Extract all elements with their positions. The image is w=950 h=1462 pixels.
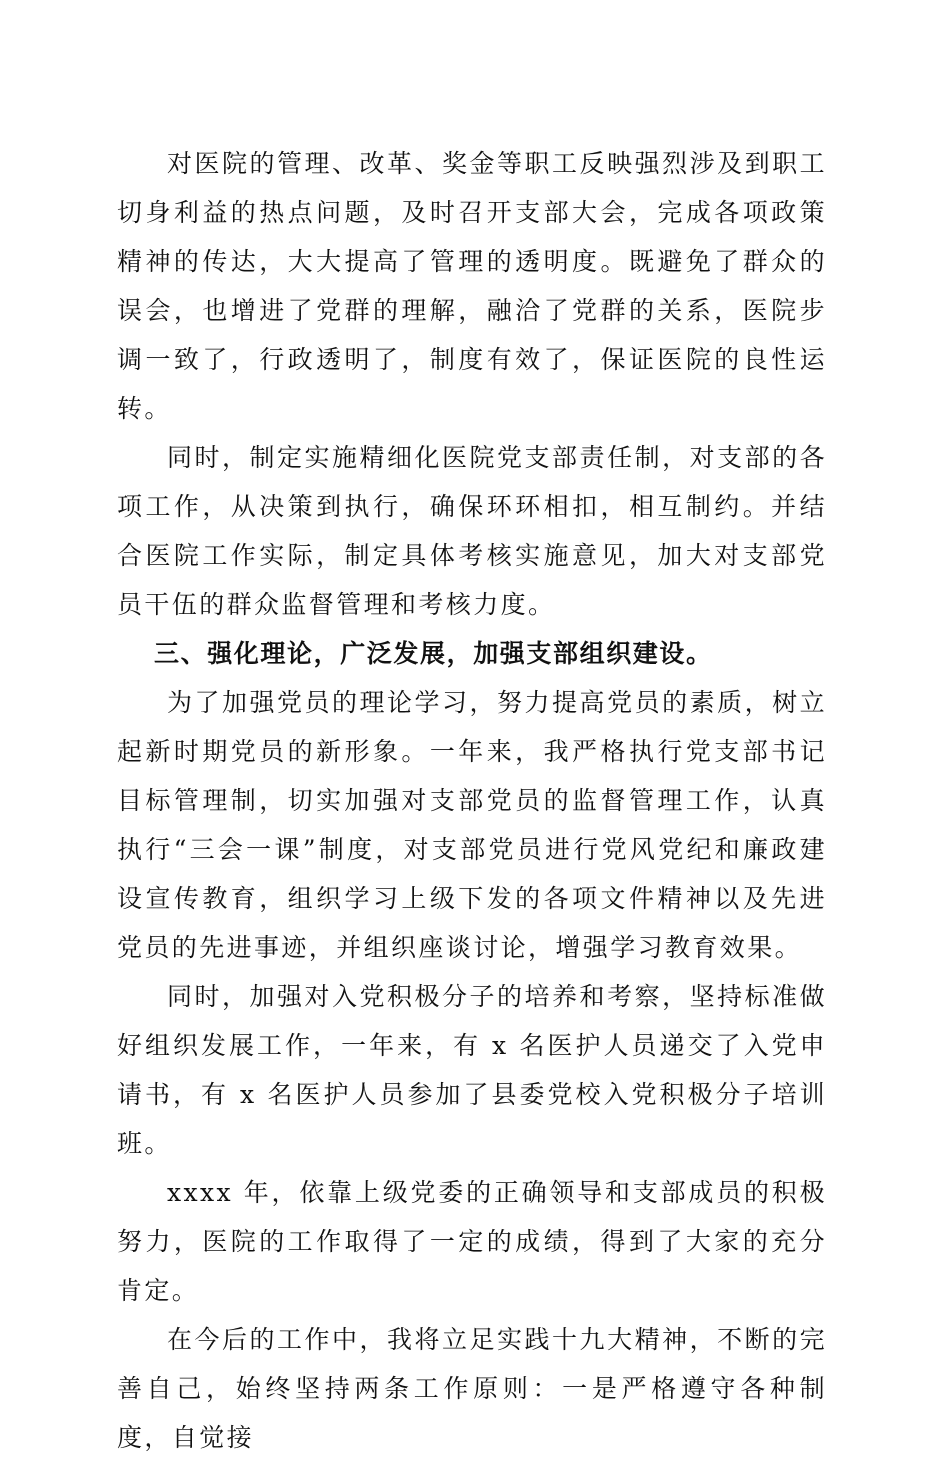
paragraph-2: 同时，制定实施精细化医院党支部责任制，对支部的各项工作，从决策到执行，确保环环相扣，相互制约。并结合医院工作实际，制定具体考核实施意见，加大对支部党员干伍的群众监督管理和考核力度。: [117, 443, 827, 619]
paragraph-1: 对医院的管理、改革、奖金等职工反映强烈涉及到职工切身利益的热点问题，及时召开支部大会，完成各项政策精神的传达，大大提高了管理的透明度。既避免了群众的误会，也增进了党群的理解，融洽了党群的关系，医院步调一致了，行政透明了，制度有效了，保证医院的良性运转。: [117, 149, 827, 423]
paragraph-5: xxxx 年，依靠上级党委的正确领导和支部成员的积极努力，医院的工作取得了一定的成绩，得到了大家的充分肯定。: [117, 1178, 827, 1305]
paragraph-3: 为了加强党员的理论学习，努力提高党员的素质，树立起新时期党员的新形象。一年来，我严格执行党支部书记目标管理制，切实加强对支部党员的监督管理工作，认真执行“三会一课”制度，对支部党员进行党风党纪和廉政建设宣传教育，组织学习上级下发的各项文件精神以及先进党员的先进事迹，并组织座谈讨论，增强学习教育效果。: [117, 688, 827, 962]
paragraph-4: 同时，加强对入党积极分子的培养和考察，坚持标准做好组织发展工作，一年来，有 x 名医护人员递交了入党申请书，有 x 名医护人员参加了县委党校入党积极分子培训班。: [117, 982, 827, 1158]
paragraph-6: 在今后的工作中，我将立足实践十九大精神，不断的完善自己，始终坚持两条工作原则：一是严格遵守各种制度，自觉接: [117, 1325, 827, 1452]
document-body: [117, 139, 827, 1462]
section-heading-3: 三、强化理论，广泛发展，加强支部组织建设。: [154, 639, 713, 668]
